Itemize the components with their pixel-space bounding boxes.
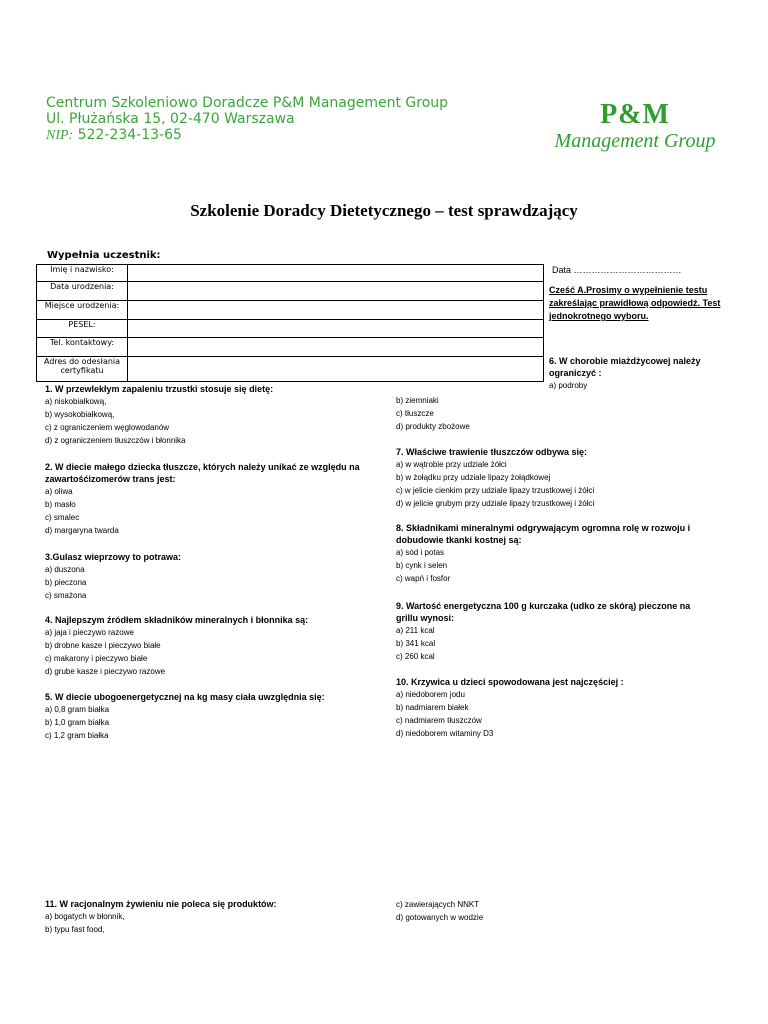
question-11-continued	[396, 898, 696, 924]
answer-option[interactable]: d) w jelicie grubym przy udziale lipazy trzustkowej i żółci	[396, 499, 595, 508]
answer-option[interactable]: c) smażona	[45, 591, 87, 600]
answer-option[interactable]: b) ziemniaki	[396, 396, 439, 405]
answer-option[interactable]: c) 260 kcal	[396, 652, 435, 661]
org-name: Centrum Szkoleniowo Doradcze P&M Management Group	[46, 95, 449, 111]
answer-option[interactable]: b) 1,0 gram białka	[45, 718, 110, 727]
form-row	[37, 282, 544, 301]
participant-form	[36, 264, 544, 382]
nip-value: 522-234-13-65	[73, 127, 182, 143]
test-instructions: Cześć A.Prosimy o wypełnienie testu zakreślając prawidłową odpowiedź. Test jednokrotnego wyboru.	[549, 285, 721, 321]
question-text: 5. W diecie ubogoenergetycznej na kg masy ciała uwzględnia się:	[45, 692, 325, 702]
answer-option[interactable]: d) gotowanych w wodzie	[396, 913, 484, 922]
answer-option[interactable]: c) 1,2 gram białka	[45, 731, 109, 740]
answer-option[interactable]: d) niedoborem witaminy D3	[396, 729, 494, 738]
answer-option[interactable]: a) oliwa	[45, 487, 73, 496]
answer-option[interactable]: b) pieczona	[45, 578, 87, 587]
question-text: 4. Najlepszym źródłem składników mineralnych i błonnika są:	[45, 615, 309, 625]
answer-option[interactable]: a) duszona	[45, 565, 85, 574]
question-text: 6. W chorobie miażdżycowej należy ograniczyć :	[549, 356, 701, 378]
form-heading: Wypełnia uczestnik:	[47, 250, 161, 261]
answer-option[interactable]: c) nadmiarem tłuszczów	[396, 716, 482, 725]
answer-option[interactable]: a) jaja i pieczywo razowe	[45, 628, 134, 637]
question-6-continued	[396, 394, 696, 433]
answer-option[interactable]: a) bogatych w błonnik,	[45, 912, 125, 921]
answer-option[interactable]: b) drobne kasze i pieczywo białe	[45, 641, 161, 650]
org-nip	[46, 127, 448, 144]
form-row	[37, 265, 544, 282]
field-input-name[interactable]	[128, 265, 544, 282]
answer-option[interactable]: b) cynk i selen	[396, 561, 448, 570]
field-label-address: Adres do odesłania certyfikatu	[37, 357, 128, 382]
answer-option[interactable]: a) 211 kcal	[396, 626, 435, 635]
answer-option[interactable]: d) grube kasze i pieczywo razowe	[45, 667, 166, 676]
answer-option[interactable]: a) sód i potas	[396, 548, 445, 557]
question-text: 9. Wartość energetyczna 100 g kurczaka (udko ze skórą) pieczone na grillu wynosi:	[396, 601, 691, 623]
nip-label: NIP:	[46, 128, 74, 143]
answer-option[interactable]: b) 341 kcal	[396, 639, 436, 648]
answer-option[interactable]: a) podroby	[549, 381, 588, 390]
organization-header	[46, 95, 448, 144]
question-text: 7. Właściwe trawienie tłuszczów odbywa się:	[396, 447, 588, 457]
question-10	[396, 676, 736, 740]
logo-sub-text: Management Group	[554, 130, 716, 152]
answer-option[interactable]: a) niskobiałkową,	[45, 397, 107, 406]
org-address: Ul. Płużańska 15, 02-470 Warszawa	[46, 111, 295, 127]
field-input-birthplace[interactable]	[128, 301, 544, 320]
answer-option[interactable]: c) w jelicie cienkim przy udziale lipazy trzustkowej i żółci	[396, 486, 595, 495]
form-row	[37, 338, 544, 357]
field-label-birthdate: Data urodzenia:	[37, 282, 128, 301]
question-text: 10. Krzywica u dzieci spowodowana jest najczęściej :	[396, 677, 624, 687]
answer-option[interactable]: b) w żołądku przy udziale lipazy żołądkowej	[396, 473, 551, 482]
field-input-address[interactable]	[128, 357, 544, 382]
document-title: Szkolenie Doradcy Dietetycznego – test sprawdzający	[190, 201, 578, 220]
date-field: Data ………………………………	[552, 265, 682, 275]
question-text: 11. W racjonalnym żywieniu nie poleca się produktów:	[45, 899, 277, 909]
question-11	[45, 898, 385, 936]
question-7	[396, 446, 736, 510]
answer-option[interactable]: c) tłuszcze	[396, 409, 434, 418]
answer-option[interactable]: c) zawierających NNKT	[396, 900, 480, 909]
answer-option[interactable]: d) z ograniczeniem tłuszczów i błonnika	[45, 436, 186, 445]
question-text: 3.Gulasz wieprzowy to potrawa:	[45, 552, 182, 562]
question-5	[45, 691, 385, 742]
question-text: 8. Składnikami mineralnymi odgrywającym ogromna rolę w rozwoju i dobudowie tkanki kostnej są:	[396, 523, 691, 545]
answer-option[interactable]: c) smalec	[45, 513, 80, 522]
answer-option[interactable]: a) w wątrobie przy udziale żółci	[396, 460, 507, 469]
field-label-phone: Tel. kontaktowy:	[37, 338, 128, 357]
field-label-name: Imię i nazwisko:	[37, 265, 128, 282]
question-1	[45, 383, 385, 447]
answer-option[interactable]: b) wysokobiałkową,	[45, 410, 115, 419]
answer-option[interactable]: d) margaryna twarda	[45, 526, 119, 535]
field-input-birthdate[interactable]	[128, 282, 544, 301]
question-8	[396, 522, 696, 585]
answer-option[interactable]: b) typu fast food,	[45, 925, 105, 934]
question-text: 2. W diecie małego dziecka tłuszcze, których należy unikać ze względu na zawartośćizomerów trans jest:	[45, 462, 360, 484]
field-label-pesel: PESEL:	[37, 320, 128, 338]
question-2	[45, 461, 375, 537]
form-row	[37, 301, 544, 320]
question-9	[396, 600, 696, 663]
form-row	[37, 357, 544, 382]
answer-option[interactable]: a) 0,8 gram białka	[45, 705, 110, 714]
form-row	[37, 320, 544, 338]
question-3	[45, 551, 375, 602]
answer-option[interactable]: d) produkty zbożowe	[396, 422, 470, 431]
question-4	[45, 614, 385, 678]
answer-option[interactable]: c) wapń i fosfor	[396, 574, 451, 583]
field-label-birthplace: Miejsce urodzenia:	[37, 301, 128, 320]
answer-option[interactable]: c) makarony i pieczywo białe	[45, 654, 148, 663]
answer-option[interactable]: a) niedoborem jodu	[396, 690, 465, 699]
field-input-phone[interactable]	[128, 338, 544, 357]
logo-main-text: P&M	[600, 99, 670, 130]
answer-option[interactable]: b) masło	[45, 500, 76, 509]
question-6	[549, 355, 719, 392]
answer-option[interactable]: b) nadmiarem białek	[396, 703, 469, 712]
question-text: 1. W przewlekłym zapaleniu trzustki stosuje się dietę:	[45, 384, 274, 394]
company-logo	[540, 100, 730, 152]
answer-option[interactable]: c) z ograniczeniem węglowodanów	[45, 423, 170, 432]
field-input-pesel[interactable]	[128, 320, 544, 338]
